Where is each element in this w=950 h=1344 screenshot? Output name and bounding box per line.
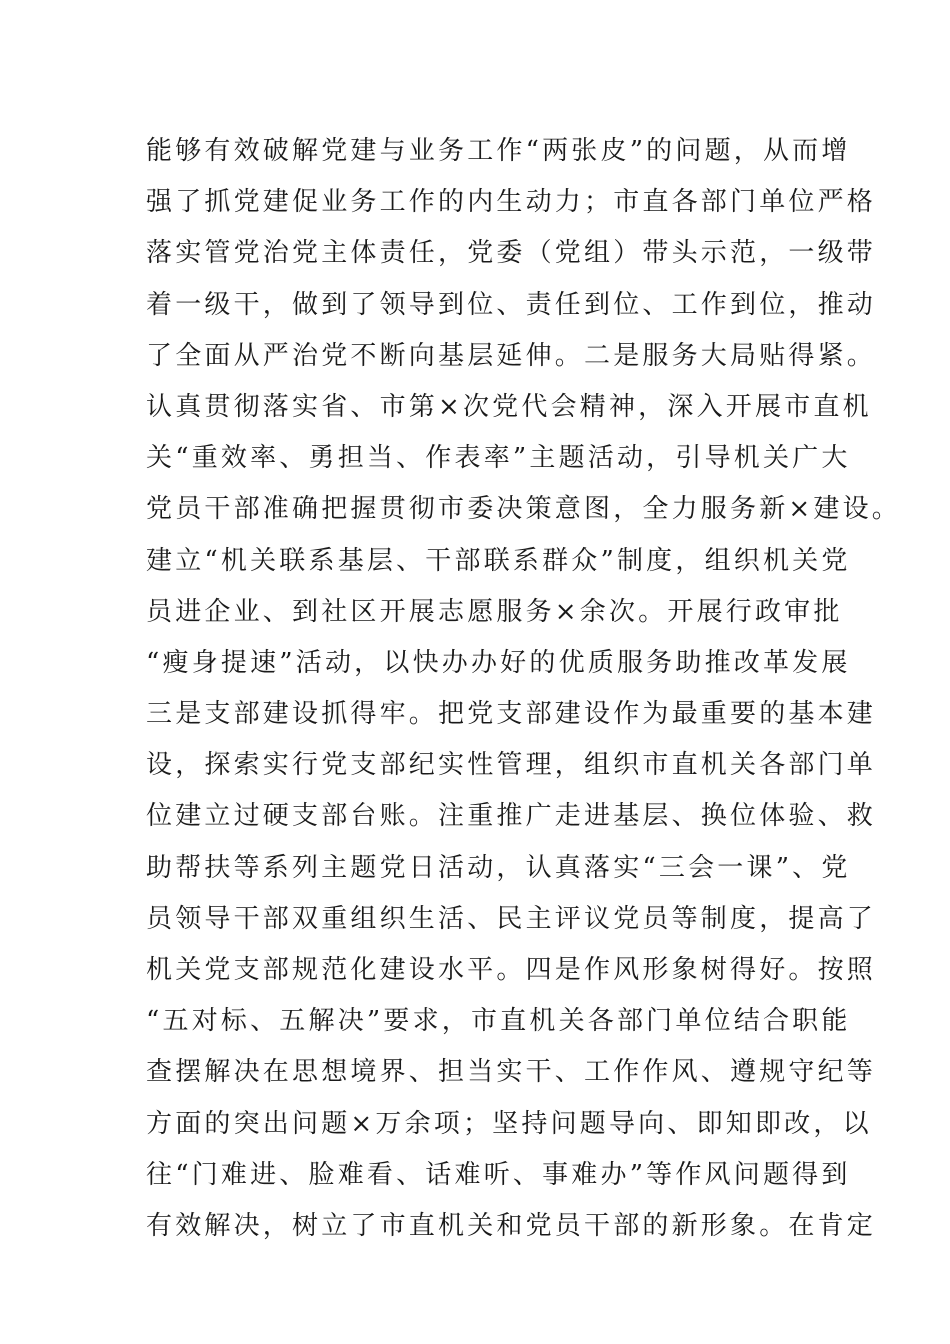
text-line: “瘦身提速”活动，以快办办好的优质服务助推改革发展 xyxy=(146,647,851,678)
text-line: 三是支部建设抓得牢。把党支部建设作为最重要的基本建 xyxy=(146,699,877,730)
text-line: 助帮扶等系列主题党日活动，认真落实“三会一课”、党 xyxy=(146,852,851,883)
text-line: 员领导干部双重组织生活、民主评议党员等制度，提高了 xyxy=(146,903,877,934)
text-line: 能够有效破解党建与业务工作“两张皮”的问题，从而增 xyxy=(146,136,851,166)
text-line: 了全面从严治党不断向基层延伸。二是服务大局贴得紧。 xyxy=(146,340,877,371)
text-line: 位建立过硬支部台账。注重推广走进基层、换位体验、救 xyxy=(146,801,877,832)
text-line: 查摆解决在思想境界、担当实干、工作作风、遵规守纪等 xyxy=(146,1057,877,1088)
text-line: 强了抓党建促业务工作的内生动力；市直各部门单位严格 xyxy=(146,187,877,218)
text-line: “五对标、五解决”要求，市直机关各部门单位结合职能 xyxy=(146,1006,851,1037)
text-line: 建立“机关联系基层、干部联系群众”制度，组织机关党 xyxy=(146,545,851,576)
text-line: 党员干部准确把握贯彻市委决策意图，全力服务新×建设。 xyxy=(146,494,901,525)
text-line: 有效解决，树立了市直机关和党员干部的新形象。在肯定 xyxy=(146,1210,877,1241)
text-line: 往“门难进、脸难看、话难听、事难办”等作风问题得到 xyxy=(146,1159,851,1190)
text-line: 着一级干，做到了领导到位、责任到位、工作到位，推动 xyxy=(146,289,877,320)
body-paragraph xyxy=(146,126,901,1252)
text-line: 员进企业、到社区开展志愿服务×余次。开展行政审批 xyxy=(146,596,843,627)
text-line: 关“重效率、勇担当、作表率”主题活动，引导机关广大 xyxy=(146,443,851,474)
text-line: 方面的突出问题×万余项；坚持问题导向、即知即改，以 xyxy=(146,1108,872,1139)
text-line: 认真贯彻落实省、市第×次党代会精神，深入开展市直机 xyxy=(146,391,872,422)
text-line: 落实管党治党主体责任，党委（党组）带头示范，一级带 xyxy=(146,238,877,269)
text-line: 设，探索实行党支部纪实性管理，组织市直机关各部门单 xyxy=(146,750,877,781)
text-line: 机关党支部规范化建设水平。四是作风形象树得好。按照 xyxy=(146,955,877,985)
